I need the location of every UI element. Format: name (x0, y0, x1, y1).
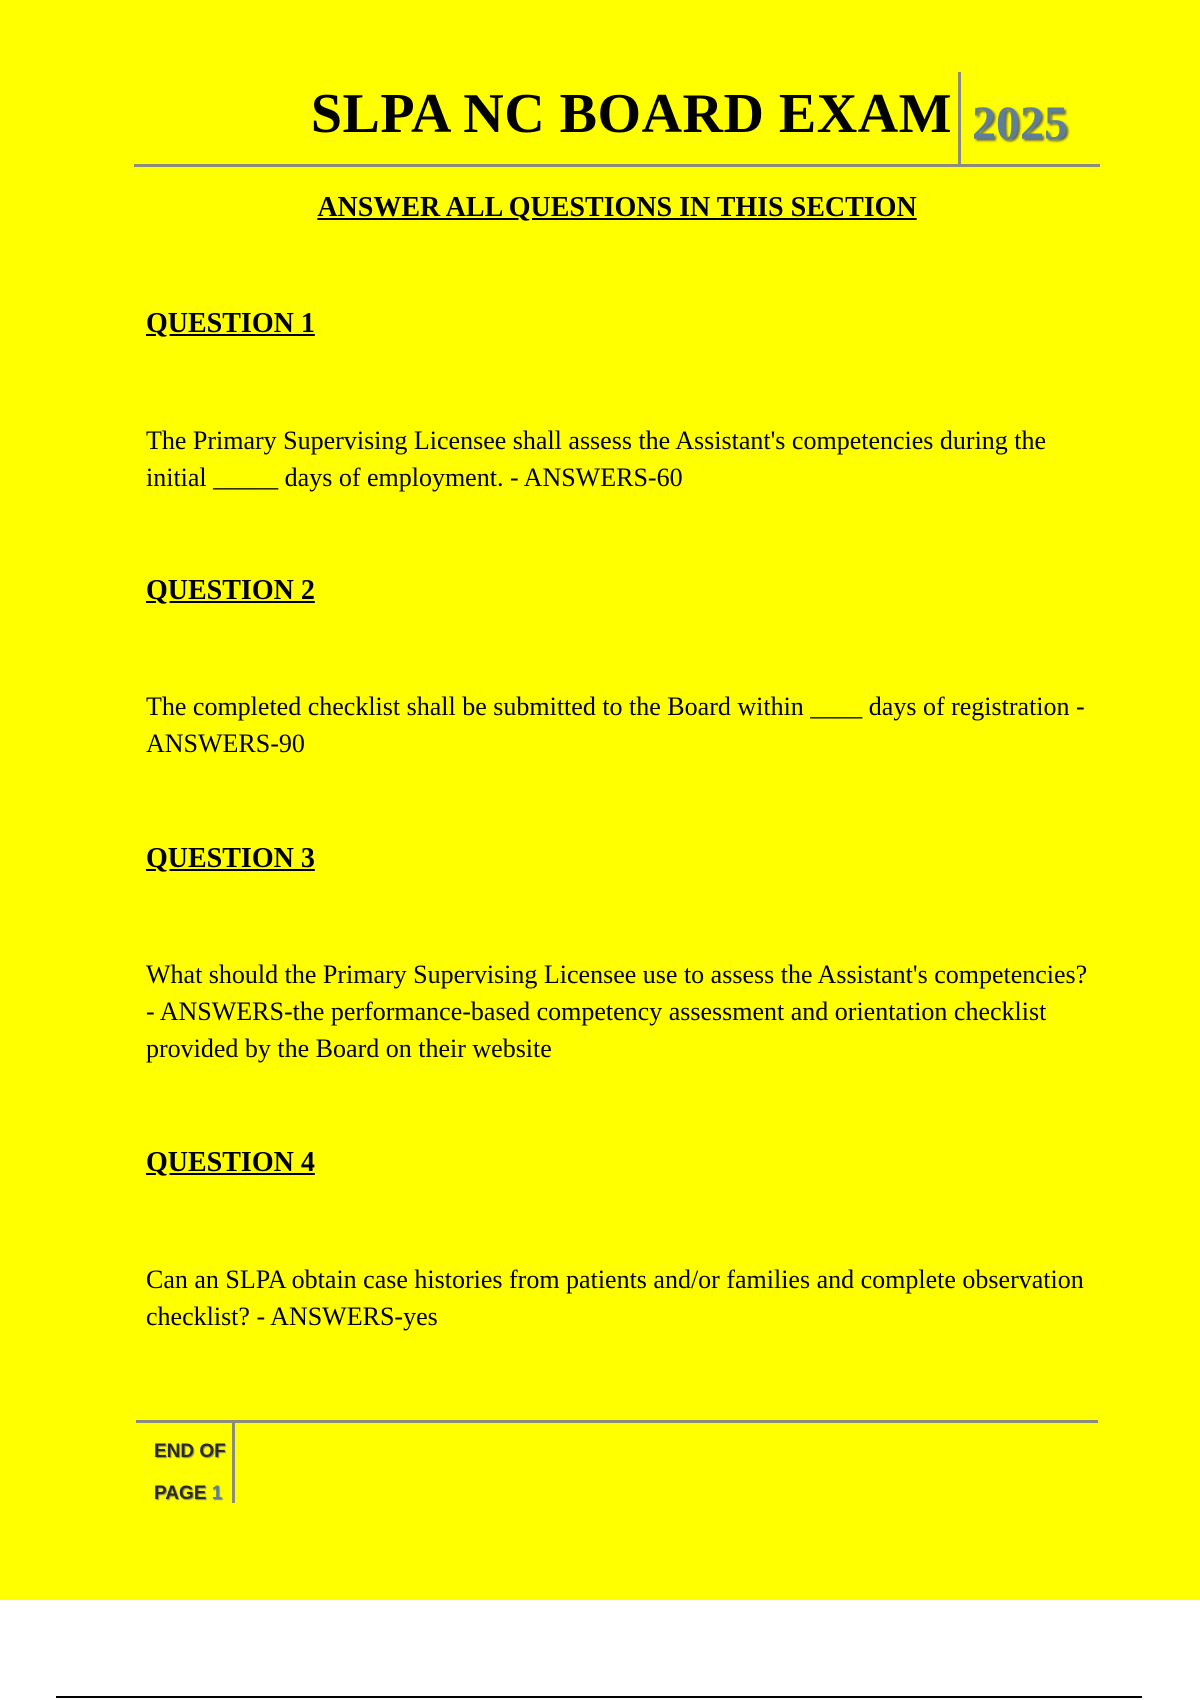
question-4-heading: QUESTION 4 (146, 1147, 315, 1178)
bottom-rule (56, 1696, 1142, 1698)
footer-page-label: PAGE (154, 1483, 207, 1504)
header-divider (958, 72, 961, 164)
exam-year: 2025 (972, 97, 1068, 150)
footer-page-number: 1 (211, 1483, 223, 1504)
question-2-text: The completed checklist shall be submitted to the Board within ____ days of registration - ANSWERS-90 (146, 692, 1085, 758)
footer-line-1: END OF (154, 1441, 226, 1462)
question-3-heading: QUESTION 3 (146, 843, 315, 874)
question-3-text: What should the Primary Supervising Licensee use to assess the Assistant's competencies? - ANSWERS-the performance-based competency assessment and orientation checklist provided by the Board on their website (146, 960, 1088, 1063)
question-2-heading: QUESTION 2 (146, 575, 315, 606)
footer-line-2 (154, 1473, 226, 1515)
question-1-heading: QUESTION 1 (146, 308, 315, 339)
question-1-text: The Primary Supervising Licensee shall assess the Assistant's competencies during the initial _____ days of employment. - ANSWERS-60 (146, 426, 1047, 492)
footer-divider (232, 1423, 235, 1503)
section-instruction: ANSWER ALL QUESTIONS IN THIS SECTION (317, 192, 917, 223)
page-header (134, 72, 1100, 167)
page-footer (136, 1420, 1098, 1503)
question-4-text: Can an SLPA obtain case histories from patients and/or families and complete observation checklist? - ANSWERS-yes (146, 1265, 1084, 1331)
footer-label (154, 1431, 226, 1515)
exam-title: SLPA NC BOARD EXAM (310, 83, 952, 145)
